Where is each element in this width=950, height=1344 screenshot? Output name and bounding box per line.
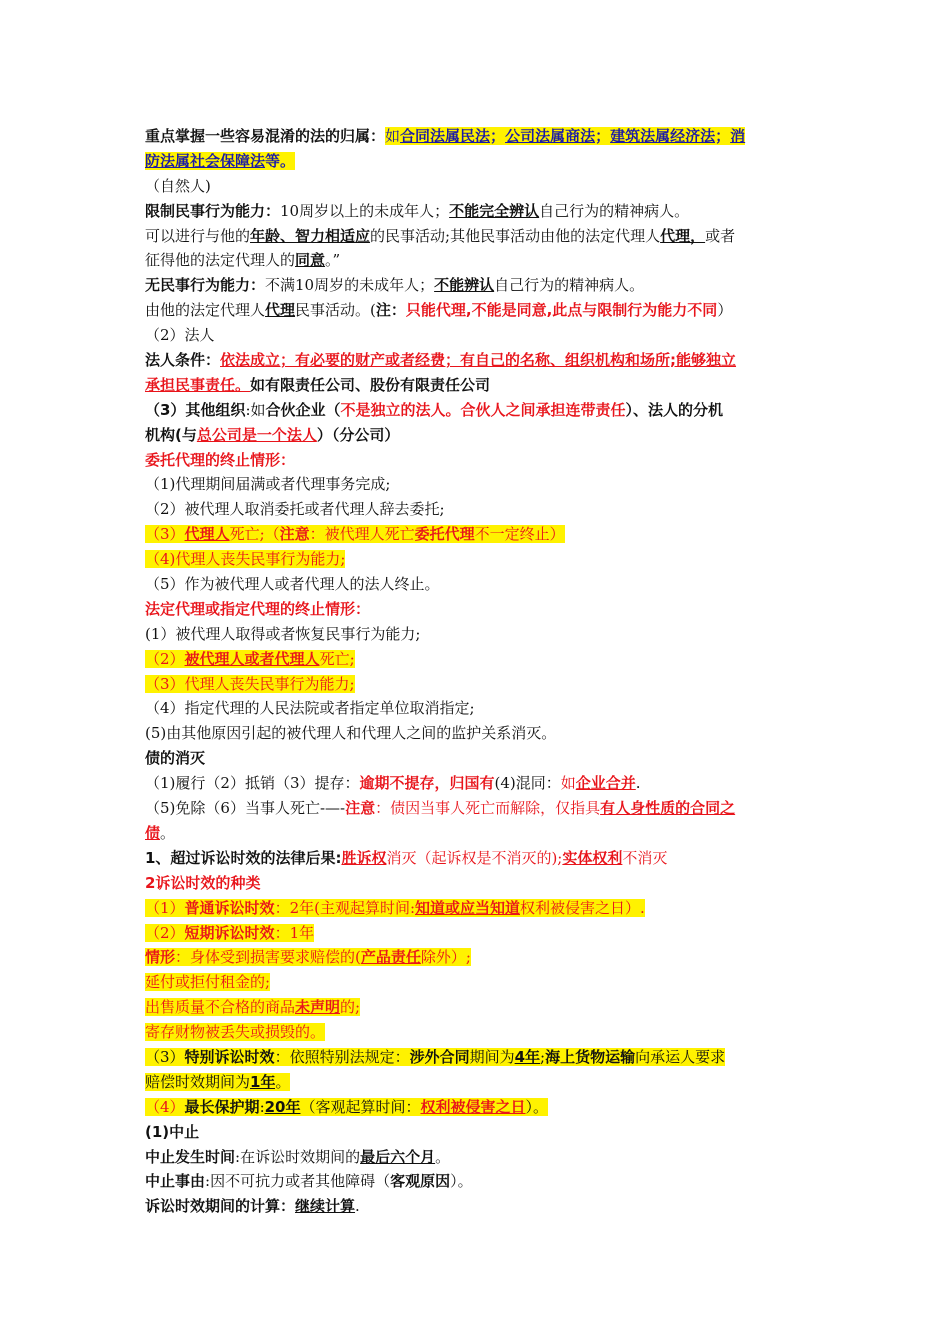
text-run: 代理， — [660, 226, 706, 245]
text-run: 短期诉讼时效 — [184, 923, 275, 942]
text-run: 不消灭 — [622, 848, 668, 867]
text-line — [145, 746, 815, 771]
text-run: 合伙企业（ — [265, 400, 341, 419]
text-line — [145, 1095, 815, 1120]
text-run: 防法属社会保障法 — [145, 151, 266, 170]
text-run: ：债因当事人死亡而解除，仅指具 — [375, 799, 601, 818]
text-line — [145, 547, 815, 572]
text-line — [145, 622, 815, 647]
text-line — [145, 298, 815, 323]
text-run: ； — [595, 127, 611, 145]
text-line — [145, 1120, 815, 1145]
text-run: 消灭（起诉权是不消灭的); — [386, 848, 563, 867]
text-run: 代理 — [265, 301, 296, 320]
text-run: 的民事活动;其他民事活动由他的法定代理人 — [370, 226, 661, 245]
text-run: 自己行为的精神病人。 — [494, 276, 645, 295]
text-run: 如有限责任公司、股份有限责任公司 — [250, 375, 491, 394]
text-run: ）。 — [450, 1172, 473, 1191]
text-run: （2）被代理人取消委托或者代理人辞去委托; — [145, 500, 445, 519]
text-run: （5)免除（6）当事人死亡-—- — [145, 799, 346, 818]
text-run: 机构(与 — [145, 425, 197, 444]
text-run: 公司法属商法 — [505, 127, 596, 145]
text-line — [145, 572, 815, 597]
text-run: 寄存财物被丢失或损毁的。 — [145, 1023, 326, 1042]
text-line — [145, 796, 815, 821]
text-run: （1)履行（2）抵销（3）提存： — [145, 774, 360, 793]
text-line — [145, 348, 815, 373]
text-run: 由他的法定代理人 — [145, 301, 266, 320]
text-line — [145, 970, 815, 995]
text-run: 最后六个月 — [360, 1147, 436, 1166]
text-run: 限制民事行为能力： — [145, 201, 281, 220]
text-line — [145, 896, 815, 921]
text-run: 等。 — [265, 151, 296, 170]
text-run: 债的消灭 — [145, 749, 206, 768]
text-run: 年龄、智力相适应 — [250, 226, 371, 245]
text-run: 被代理人或者代理人 — [184, 649, 320, 668]
text-run: 合同法属民法 — [400, 127, 491, 145]
text-run: 1年 — [250, 1072, 276, 1091]
text-run: 2诉讼时效的种类 — [145, 873, 261, 892]
text-run: 特别诉讼时效 — [184, 1047, 275, 1066]
text-run: ：1年 — [274, 923, 315, 942]
text-run: :如 — [245, 400, 266, 419]
text-run: （3）代理人丧失民事行为能力; — [145, 674, 355, 693]
text-run: (1)中止 — [145, 1122, 200, 1141]
text-run: ； — [715, 127, 731, 145]
text-line — [145, 597, 815, 622]
text-run: 1、超过诉讼时效的法律后果: — [145, 848, 342, 867]
text-run: 委托代理的终止情形： — [145, 450, 296, 469]
text-run: 产品责任 — [360, 948, 421, 967]
text-line — [145, 174, 815, 199]
text-run: （4）指定代理的人民法院或者指定单位取消指定; — [145, 699, 475, 718]
text-run: 知道或应当知道 — [415, 898, 521, 917]
text-line — [145, 1070, 815, 1095]
text-line — [145, 423, 815, 448]
text-run: 延付或拒付租金的; — [145, 973, 271, 992]
text-run: 或者 — [705, 226, 736, 245]
text-run: (4)混同： — [494, 774, 561, 793]
text-run: 重点掌握一些容易混淆的法的归属： — [145, 127, 386, 145]
text-run: 委托代理 — [414, 525, 475, 544]
text-run: 权利被侵害之日）. — [520, 898, 645, 917]
text-run: 不能辨认 — [434, 276, 495, 295]
text-line — [145, 448, 815, 473]
text-run: . — [355, 1197, 360, 1216]
text-run: （3）其他组织 — [145, 400, 246, 419]
text-run: 不能完全辨认 — [449, 201, 540, 220]
text-run: ） — [717, 301, 733, 320]
text-run: ：2年(主观起算时间: — [274, 898, 416, 917]
text-run: 注意 — [345, 799, 376, 818]
text-run: 期间为 — [469, 1047, 515, 1066]
text-run: 注： — [375, 301, 406, 320]
text-run: 承担民事责任。 — [145, 375, 251, 394]
text-run: （自然人) — [145, 176, 211, 195]
text-run: ：依照特别法规定： — [274, 1047, 410, 1066]
text-run: ; — [540, 1047, 546, 1066]
text-run: 不一定终止） — [474, 525, 565, 544]
text-run: 。” — [325, 251, 341, 270]
text-run: ）（分公司） — [316, 425, 400, 444]
text-run: 。 — [275, 1072, 291, 1091]
text-line — [145, 248, 815, 273]
text-run: 涉外合同 — [409, 1047, 470, 1066]
text-run: 依法成立；有必要的财产或者经费；有自己的名称、组织机构和场所;能够独立 — [220, 351, 737, 370]
text-run: 10周岁以上的未成年人； — [280, 201, 450, 220]
text-run: 死亡;（ — [229, 525, 280, 544]
text-run: 继续计算 — [295, 1197, 356, 1216]
text-run: （1)代理期间届满或者代理事务完成; — [145, 475, 391, 494]
text-line — [145, 472, 815, 497]
text-run: 客观原因 — [390, 1172, 451, 1191]
text-run: 法人条件： — [145, 351, 221, 370]
text-line — [145, 522, 815, 547]
text-run: 。 — [435, 1147, 451, 1166]
text-run: 最长保护期 — [184, 1097, 260, 1116]
text-run: :在诉讼时效期间的 — [235, 1147, 361, 1166]
text-run: （4)代理人丧失民事行为能力; — [145, 550, 346, 569]
text-line — [145, 199, 815, 224]
text-line — [145, 871, 815, 896]
text-run: 有人身性质的合同之 — [600, 799, 736, 818]
text-line — [145, 1020, 815, 1045]
text-line — [145, 696, 815, 721]
text-run: ）。 — [525, 1097, 549, 1116]
text-run: ：被代理人死亡 — [309, 525, 415, 544]
text-run: 法定代理或指定代理的终止情形： — [145, 599, 371, 618]
text-run: 胜诉权 — [341, 848, 387, 867]
text-run: 逾期不提存，归国有 — [359, 774, 495, 793]
text-run: 情形 — [145, 948, 176, 967]
text-run: 死亡; — [319, 649, 355, 668]
text-line — [145, 771, 815, 796]
text-run: 总公司是一个法人 — [196, 425, 317, 444]
text-run: 出售质量不合格的商品 — [145, 998, 296, 1017]
text-run: （3） — [145, 1047, 185, 1066]
text-run: 20年 — [264, 1097, 301, 1116]
text-line — [145, 373, 815, 398]
text-run: . — [635, 774, 641, 793]
text-run: （客观起算时间： — [300, 1097, 421, 1116]
text-line — [145, 273, 815, 298]
text-run: : — [259, 1097, 265, 1116]
text-run: 征得他的法定代理人的 — [145, 251, 296, 270]
text-run: 诉讼时效期间的计算： — [145, 1197, 296, 1216]
text-run: 4年 — [514, 1047, 541, 1066]
text-line — [145, 497, 815, 522]
text-line — [145, 1169, 815, 1194]
text-run: （2）法人 — [145, 326, 215, 345]
text-run: 如 — [385, 127, 401, 145]
text-run: 可以进行与他的 — [145, 226, 251, 245]
text-run: ）、法人的分机 — [625, 400, 724, 419]
text-run: （2） — [145, 649, 185, 668]
text-run: 不满10周岁的未成年人； — [265, 276, 435, 295]
text-run: 同意 — [295, 251, 326, 270]
text-run: (5)由其他原因引起的被代理人和代理人之间的监护关系消灭。 — [145, 724, 557, 743]
text-run: 自己行为的精神病人。 — [539, 201, 690, 220]
text-run: （2） — [145, 923, 185, 942]
text-line — [145, 821, 815, 846]
text-run: （1） — [145, 898, 185, 917]
text-run: 。 — [160, 823, 176, 842]
text-run: 赔偿时效期间为 — [145, 1072, 251, 1091]
text-line — [145, 398, 815, 423]
text-run: 的; — [340, 998, 361, 1017]
text-run: 债 — [145, 823, 161, 842]
text-run: 消 — [730, 127, 746, 145]
text-run: (1）被代理人取得或者恢复民事行为能力; — [145, 624, 421, 643]
text-line — [145, 323, 815, 348]
text-run: 企业合并 — [575, 774, 636, 793]
text-line — [145, 945, 815, 970]
text-run: 如 — [560, 774, 576, 793]
text-run: 未声明 — [295, 998, 341, 1017]
text-run: 民事活动。( — [295, 301, 376, 320]
text-run: （3） — [145, 525, 185, 544]
text-line — [145, 995, 815, 1020]
text-run: （5）作为被代理人或者代理人的法人终止。 — [145, 575, 440, 594]
text-run: 除外）; — [420, 948, 471, 967]
text-line — [145, 921, 815, 946]
text-run: 建筑法属经济法 — [610, 127, 716, 145]
text-run: 不是独立的法人。合伙人之间承担连带责任 — [340, 400, 626, 419]
text-run: 权利被侵害之日 — [420, 1097, 526, 1116]
text-run: 注意 — [279, 525, 310, 544]
text-run: 向承运人要求 — [635, 1047, 726, 1066]
text-line — [145, 1145, 815, 1170]
text-run: 只能代理,不能是同意,此点与限制行为能力不同 — [405, 301, 718, 320]
text-line — [145, 1194, 815, 1219]
text-line — [145, 224, 815, 249]
text-line — [145, 124, 815, 149]
text-run: 无民事行为能力： — [145, 276, 266, 295]
text-line — [145, 672, 815, 697]
text-run: :因不可抗力或者其他障碍（ — [205, 1172, 391, 1191]
text-run: ； — [490, 127, 506, 145]
text-run: 实体权利 — [562, 848, 623, 867]
text-run: 普通诉讼时效 — [184, 898, 275, 917]
text-line — [145, 647, 815, 672]
text-run: 代理人 — [184, 525, 230, 544]
text-run: 中止事由 — [145, 1172, 206, 1191]
text-run: （4） — [145, 1097, 185, 1116]
text-line — [145, 846, 815, 871]
text-line — [145, 149, 815, 174]
text-line — [145, 721, 815, 746]
text-run: 中止发生时间 — [145, 1147, 236, 1166]
document-body — [145, 124, 815, 1219]
text-run: 海上货物运输 — [545, 1047, 636, 1066]
text-run: ：身体受到损害要求赔偿的( — [175, 948, 361, 967]
text-line — [145, 1045, 815, 1070]
